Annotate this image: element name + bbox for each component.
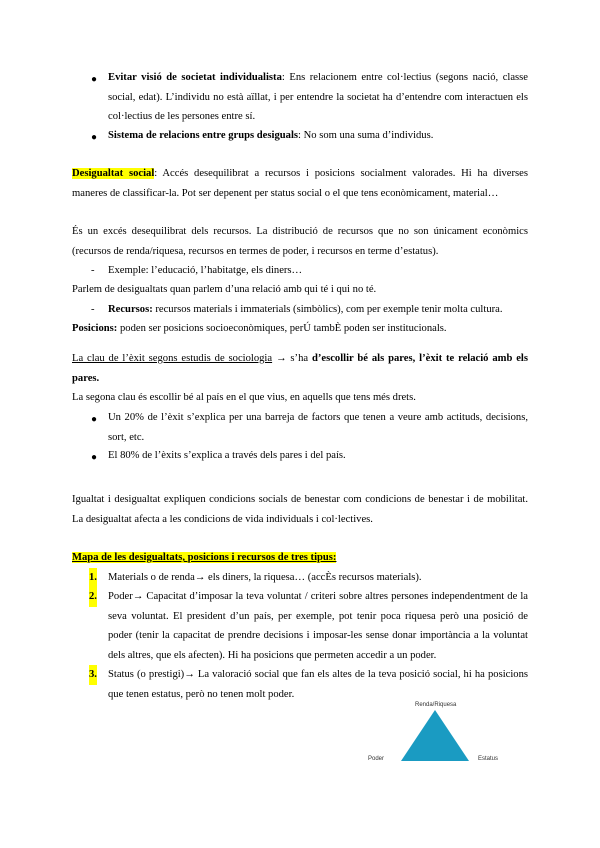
clau-paragraph [72, 349, 528, 388]
bullet-icon: ● [91, 74, 98, 85]
bullet-item-text: : No som una suma d’individus. [298, 130, 434, 141]
desigualtat-text: : Accés desequilibrat a recursos i posicions socialment valorades. Hi ha diverses maneres de classificar-la. Pot ser depenent per status social o el que tens econòmicament, material… [72, 168, 528, 199]
triangle-diagram [360, 698, 510, 778]
triangle-label-left: Poder [368, 756, 385, 762]
bullet-item [108, 68, 528, 127]
list-number: 2. [89, 587, 97, 607]
mapa-title [72, 548, 336, 568]
recursos-label: Recursos: [108, 304, 153, 315]
desigualtat-paragraph [72, 164, 528, 203]
list-number: 3. [89, 665, 97, 685]
bullet-item-bold: Evitar visió de societat individualista [108, 72, 282, 83]
clau-underlined: La clau de l’èxit segons estudis de sociologia [72, 353, 273, 364]
mapa-item: Status (o prestigi)→ La valoració social que fan els altes de la teva posició social, hi ha posicions que tenen estatus, però no tenen molt poder. [108, 669, 528, 700]
igualtat-paragraph: Igualtat i desigualtat expliquen condicions socials de benestar com condicions de benestar i de mobilitat. La desigualtat afecta a les condicions de vida individuals i col·lectives. [72, 494, 528, 525]
mapa-item: Materials o de renda→ els diners, la riquesa… (accÈs recursos materials). [108, 572, 422, 583]
bullet-item-bold: Sistema de relacions entre grups desiguals [108, 130, 299, 141]
clau-arrow: → s’ha [272, 353, 312, 364]
clau-bold: d’escollir bé als pares, l’èxit te relació amb els pares. [72, 353, 528, 384]
recursos-text: recursos materials i immaterials (simbòlics), com per exemple tenir molta cultura. [152, 304, 503, 315]
bullet-item: Un 20% de l’èxit s’explica per una barreja de factors que tenen a veure amb actituds, decisions, sort, etc. [108, 412, 528, 443]
exces-paragraph-2: Parlem de desigualtats quan parlem d’una relació amb qui té i qui no té. [72, 284, 377, 295]
bullet-icon: ● [91, 414, 98, 425]
dash-marker: - [91, 265, 95, 276]
bullet-icon: ● [91, 452, 98, 463]
bullet-icon: ● [91, 132, 98, 143]
mapa-item: Poder→ Capacitat d’imposar la teva voluntat / criteri sobre altres persones independentment de la seva voluntat. El president d’un país, per exemple, pot tenir poca riquesa però una posició de poder (tenir la capacitat de prendre decisions i imposar-les sense donar importància a la voluntat dels altres, que els afecten). Hi ha posicions que permeten accedir a un poder. [108, 591, 528, 661]
exces-example: Exemple: l’educació, l’habitatge, els diners… [108, 265, 303, 276]
triangle-shape [360, 698, 510, 778]
dash-marker: - [91, 304, 95, 315]
triangle-label-top: Renda/Riquesa [415, 702, 457, 708]
clau-paragraph-2: La segona clau és escollir bé al país en el que vius, en aquells que tens més drets. [72, 392, 416, 403]
bullet-item-text: : Ens relacionem entre col·lectius (segons nació, classe social, edat). L’individu no està aïllat, i per entendre la societat ha d’entendre com interactuen els col·lectius de les persones entre sí. [108, 72, 528, 122]
desigualtat-term: Desigualtat social [72, 168, 155, 179]
bullet-item: El 80% de l’èxits s’explica a través dels pares i del país. [108, 450, 346, 461]
posicions-label: Posicions: [72, 323, 118, 334]
list-number: 1. [89, 568, 97, 588]
recursos-line [108, 300, 503, 320]
mapa-title-text: Mapa de les desigualtats, posicions i recursos de tres tipus: [72, 552, 337, 563]
triangle-label-right: Estatus [478, 756, 499, 762]
bullet-item [108, 126, 528, 146]
posicions-line [72, 319, 447, 339]
exces-paragraph: És un excés desequilibrat dels recursos. La distribució de recursos que no son únicament econòmics (recursos de renda/riquesa, recursos en termes de poder, i recursos en terme d’estatus). [72, 226, 528, 257]
posicions-text: poden ser posicions socioeconòmiques, perÚ tambÈ poden ser institucionals. [117, 323, 447, 334]
